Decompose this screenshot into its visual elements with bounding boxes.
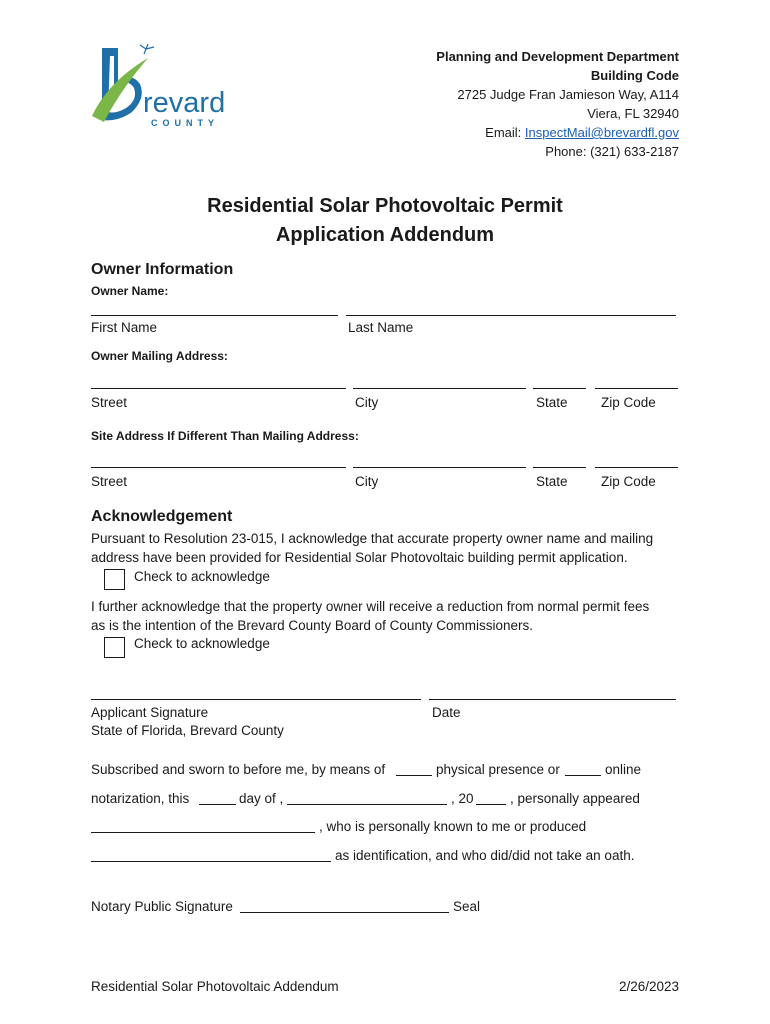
appeared-name-blank[interactable] (91, 832, 315, 833)
ack-checkbox-2-label: Check to acknowledge (134, 636, 270, 651)
division-name: Building Code (590, 68, 679, 83)
first-name-label: First Name (91, 320, 158, 335)
logo-emblem-icon (88, 42, 238, 132)
site-street-field[interactable] (91, 467, 346, 468)
notary-line-1-b: physical presence or (436, 762, 560, 777)
phone-line: Phone: (321) 633-2187 (545, 144, 679, 159)
notary-signature-label: Notary Public Signature (91, 899, 233, 914)
header-address-block (436, 47, 679, 161)
notary-line-2-b: day of , (239, 791, 284, 806)
email-line: Email: InspectMail@brevardfl.gov (485, 125, 679, 140)
online-blank[interactable] (565, 775, 601, 776)
mailing-street-label: Street (91, 395, 128, 410)
signature-date-field[interactable] (429, 699, 676, 700)
site-address-label: Site Address If Different Than Mailing Address: (91, 429, 359, 443)
day-blank[interactable] (199, 804, 236, 805)
notary-line-2-c: , 20 (451, 791, 474, 806)
owner-info-heading: Owner Information (91, 261, 234, 278)
mailing-zip-label: Zip Code (601, 395, 656, 410)
mailing-street-field[interactable] (91, 388, 346, 389)
site-state-field[interactable] (533, 467, 586, 468)
acknowledgement-heading: Acknowledgement (91, 508, 233, 525)
footer-date: 2/26/2023 (618, 979, 679, 994)
seal-label: Seal (453, 899, 481, 914)
ack-paragraph-1: Pursuant to Resolution 23-015, I acknowledge that accurate property owner name and mailing address have been provided for Residential Solar Photovoltaic building permit application. (91, 531, 654, 565)
date-label: Date (432, 705, 461, 720)
state-county-label: State of Florida, Brevard County (91, 723, 284, 738)
site-city-label: City (355, 474, 379, 489)
notary-line-4: as identification, and who did/did not take an oath. (335, 848, 635, 863)
mailing-city-label: City (355, 395, 379, 410)
address-line-1: 2725 Judge Fran Jamieson Way, A114 (457, 87, 679, 102)
first-name-field[interactable] (91, 315, 338, 316)
site-street-label: Street (91, 474, 128, 489)
ack-paragraph-2: I further acknowledge that the property owner will receive a reduction from normal permit fees as is the intention of the Brevard County Board of County Commissioners. (91, 599, 650, 633)
svg-text:COUNTY: COUNTY (151, 118, 219, 128)
brevard-county-logo (88, 42, 238, 132)
mailing-city-field[interactable] (353, 388, 526, 389)
title-line-1: Residential Solar Photovoltaic Permit (207, 195, 563, 217)
svg-text:revard: revard (143, 87, 226, 119)
department-name: Planning and Development Department (436, 49, 679, 64)
notary-line-1-a: Subscribed and sworn to before me, by means of (91, 762, 386, 777)
month-blank[interactable] (287, 804, 447, 805)
identification-blank[interactable] (91, 861, 331, 862)
owner-name-label: Owner Name: (91, 284, 169, 298)
applicant-signature-field[interactable] (91, 699, 421, 700)
last-name-field[interactable] (346, 315, 676, 316)
mailing-state-label: State (536, 395, 568, 410)
site-city-field[interactable] (353, 467, 526, 468)
last-name-label: Last Name (348, 320, 414, 335)
notary-line-3: , who is personally known to me or produced (319, 819, 587, 834)
year-blank[interactable] (476, 804, 506, 805)
title-line-2: Application Addendum (275, 224, 495, 246)
site-state-label: State (536, 474, 568, 489)
address-line-2: Viera, FL 32940 (587, 106, 679, 121)
notary-signature-field[interactable] (240, 912, 449, 913)
ack-checkbox-2[interactable] (104, 637, 125, 658)
notary-line-2-a: notarization, this (91, 791, 190, 806)
site-zip-field[interactable] (595, 467, 678, 468)
document-title (0, 192, 770, 250)
ack-checkbox-1[interactable] (104, 569, 125, 590)
ack-checkbox-1-label: Check to acknowledge (134, 569, 270, 584)
physical-presence-blank[interactable] (396, 775, 432, 776)
email-link[interactable]: InspectMail@brevardfl.gov (524, 125, 679, 140)
footer-title: Residential Solar Photovoltaic Addendum (91, 979, 339, 994)
notary-line-2-d: , personally appeared (510, 791, 640, 806)
site-zip-label: Zip Code (601, 474, 656, 489)
mailing-state-field[interactable] (533, 388, 586, 389)
applicant-signature-label: Applicant Signature (91, 705, 209, 720)
mailing-address-label: Owner Mailing Address: (91, 349, 228, 363)
mailing-zip-field[interactable] (595, 388, 678, 389)
notary-line-1-c: online (605, 762, 642, 777)
